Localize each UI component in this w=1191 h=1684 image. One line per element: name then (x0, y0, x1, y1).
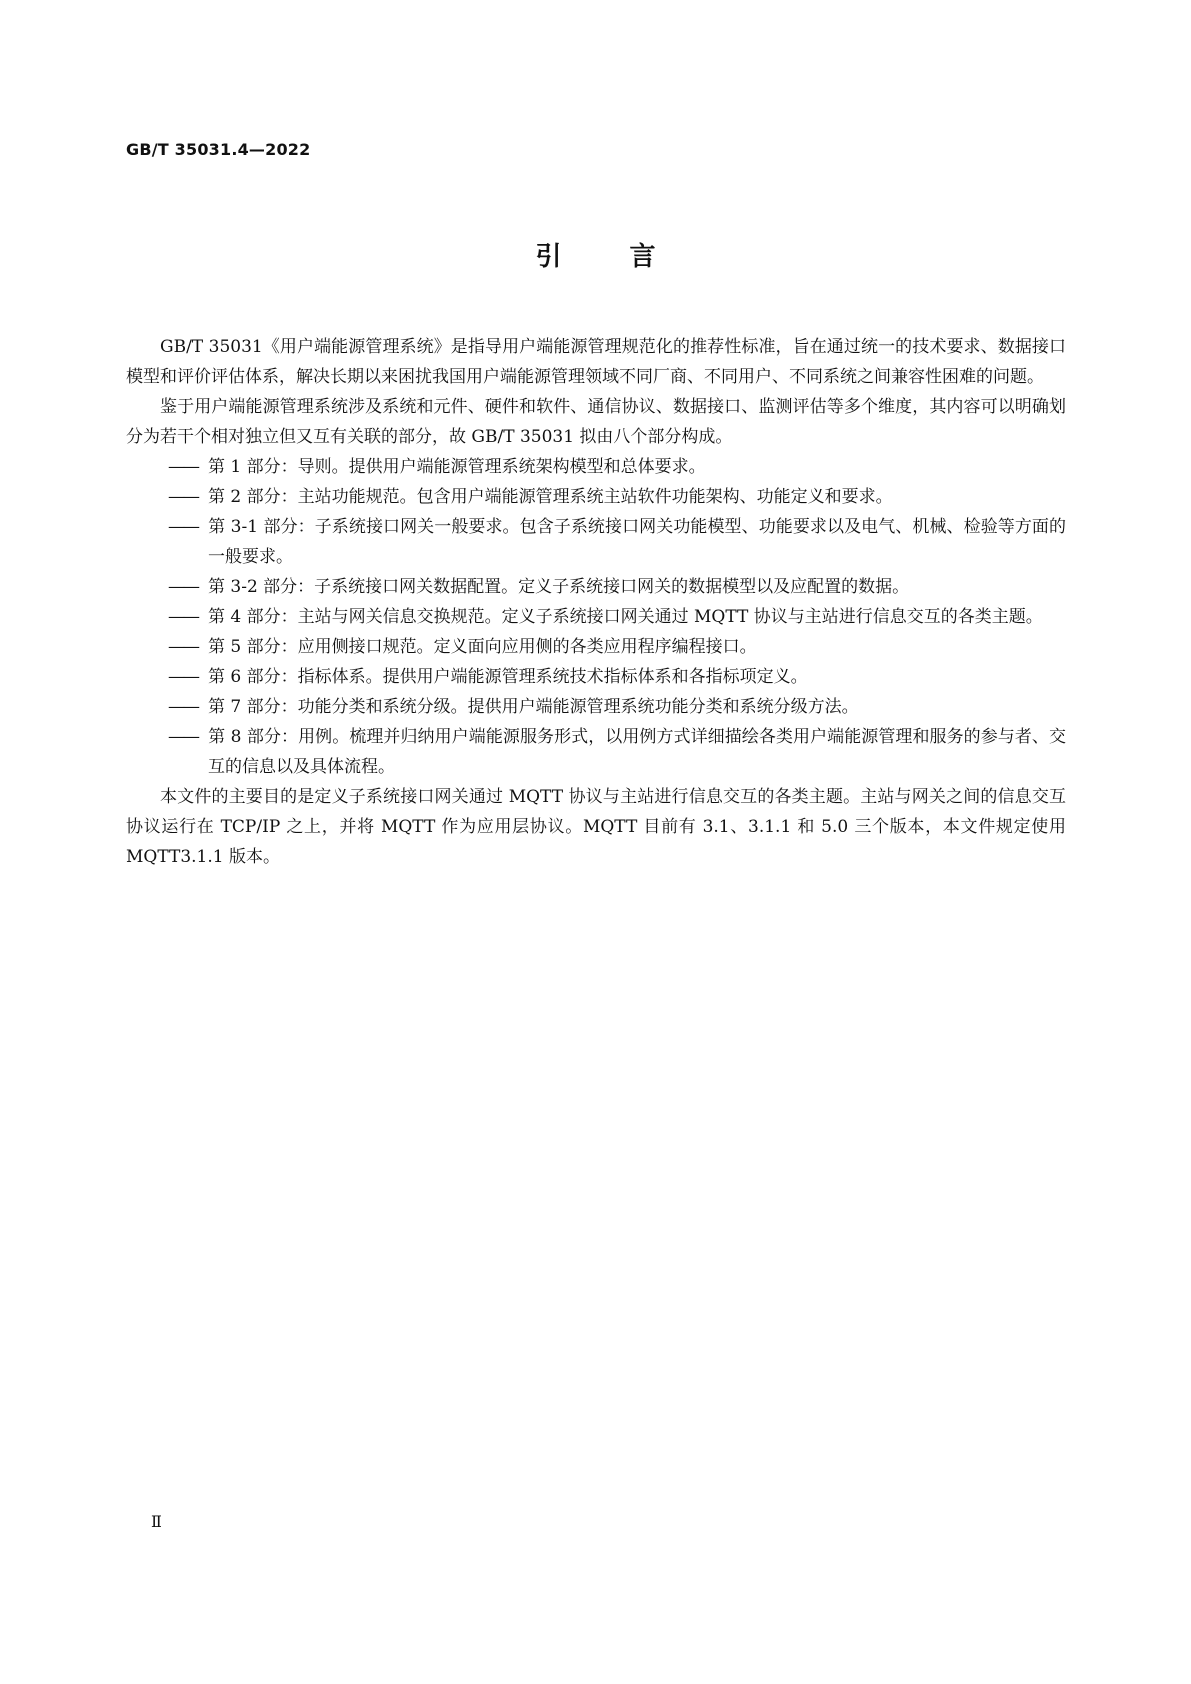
dash-marker: —— (168, 637, 198, 657)
dash-marker: —— (168, 727, 198, 747)
list-item-text: 第 1 部分：导则。提供用户端能源管理系统架构模型和总体要求。 (208, 457, 706, 477)
intro-paragraph-2: 鉴于用户端能源管理系统涉及系统和元件、硬件和软件、通信协议、数据接口、监测评估等多个维度，其内容可以明确划分为若干个相对独立但又互有关联的部分，故 GB/T 35031 拟由八个部分构成。 (126, 397, 1066, 447)
list-item-text: 第 2 部分：主站功能规范。包含用户端能源管理系统主站软件功能架构、功能定义和要求。 (208, 487, 893, 507)
list-item-part-2 (168, 482, 1066, 512)
list-item-part-4 (168, 602, 1066, 632)
parts-list (126, 452, 1066, 782)
list-item-part-6 (168, 662, 1066, 692)
dash-marker: —— (168, 607, 198, 627)
dash-marker: —— (168, 487, 198, 507)
dash-marker: —— (168, 577, 198, 597)
page-title: 引言 (535, 242, 724, 272)
dash-marker: —— (168, 457, 198, 477)
dash-marker: —— (168, 517, 198, 537)
list-item-text: 第 6 部分：指标体系。提供用户端能源管理系统技术指标体系和各指标项定义。 (208, 667, 808, 687)
dash-marker: —— (168, 667, 198, 687)
list-item-text: 第 5 部分：应用侧接口规范。定义面向应用侧的各类应用程序编程接口。 (208, 637, 757, 657)
page-number: Ⅱ (151, 1512, 162, 1531)
list-item-part-7 (168, 692, 1066, 722)
document-code: GB/T 35031.4—2022 (126, 140, 311, 159)
dash-marker: —— (168, 697, 198, 717)
list-item-text: 第 4 部分：主站与网关信息交换规范。定义子系统接口网关通过 MQTT 协议与主站进行信息交互的各类主题。 (208, 607, 1043, 627)
intro-paragraph-3: 本文件的主要目的是定义子系统接口网关通过 MQTT 协议与主站进行信息交互的各类主题。主站与网关之间的信息交互协议运行在 TCP/IP 之上，并将 MQTT 作为应用层协议。MQTT 目前有 3.1、3.1.1 和 5.0 三个版本，本文件规定使用 MQTT3.1.1 版本。 (126, 787, 1066, 867)
list-item-part-3-2 (168, 572, 1066, 602)
list-item-text: 第 8 部分：用例。梳理并归纳用户端能源服务形式，以用例方式详细描绘各类用户端能源管理和服务的参与者、交互的信息以及具体流程。 (208, 727, 1066, 777)
list-item-part-1 (168, 452, 1066, 482)
list-item-part-3-1 (168, 512, 1066, 572)
list-item-part-8 (168, 722, 1066, 782)
list-item-text: 第 3-1 部分：子系统接口网关一般要求。包含子系统接口网关功能模型、功能要求以及电气、机械、检验等方面的一般要求。 (208, 517, 1066, 567)
list-item-text: 第 3-2 部分：子系统接口网关数据配置。定义子系统接口网关的数据模型以及应配置的数据。 (208, 577, 910, 597)
intro-paragraph-1: GB/T 35031《用户端能源管理系统》是指导用户端能源管理规范化的推荐性标准，旨在通过统一的技术要求、数据接口模型和评价评估体系，解决长期以来困扰我国用户端能源管理领域不同厂商、不同用户、不同系统之间兼容性困难的问题。 (126, 337, 1066, 387)
list-item-text: 第 7 部分：功能分类和系统分级。提供用户端能源管理系统功能分类和系统分级方法。 (208, 697, 859, 717)
list-item-part-5 (168, 632, 1066, 662)
document-body (126, 332, 1066, 872)
